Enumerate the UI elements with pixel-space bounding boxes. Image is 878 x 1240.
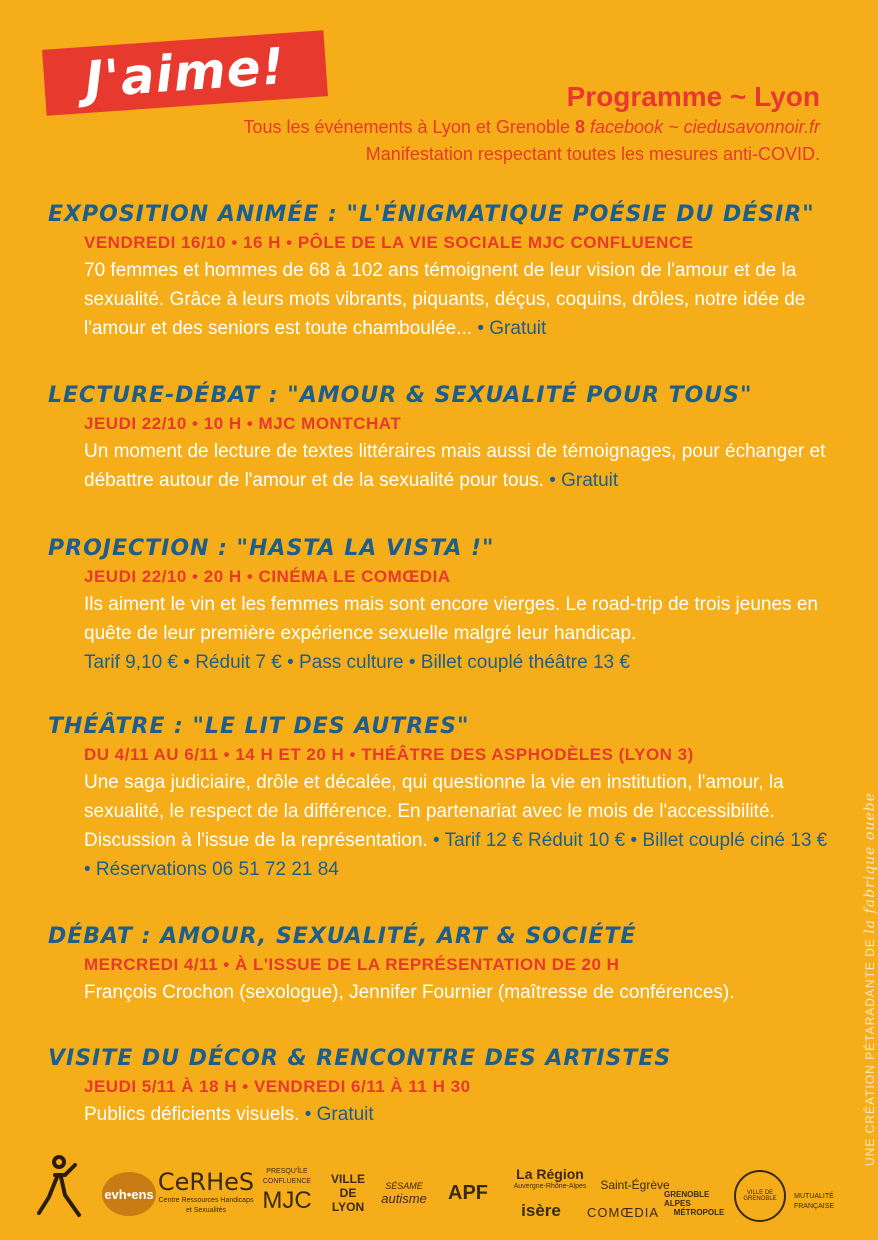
event-description <box>84 256 828 343</box>
event-info: JEUDI 22/10 • 20 H • CINÉMA LE COMŒDIA <box>84 567 451 586</box>
subtitle-prefix: Tous les événements à Lyon et Grenoble <box>243 117 570 137</box>
dancer-logo-icon <box>30 1160 90 1220</box>
la-region-label: La Région <box>516 1166 584 1182</box>
partner-apf <box>434 1168 502 1218</box>
event-price: Tarif 9,10 € • Réduit 7 € • Pass culture • Billet couplé théâtre 13 € <box>84 652 630 673</box>
partner-mjc <box>256 1158 318 1224</box>
partner-la-region <box>506 1162 594 1196</box>
event-description <box>84 590 828 677</box>
event-theatre <box>48 712 828 884</box>
logo-text: J'aime! <box>82 37 288 109</box>
side-credit <box>862 792 878 1166</box>
ville-de-lyon-label: VILLE DE LYON <box>330 1172 365 1214</box>
event-desc-text: Un moment de lecture de textes littéraires mais aussi de témoignages, pour échanger et débattre autour de l'amour et de la sexualité pour tous. <box>84 441 826 491</box>
program-title: Programme ~ Lyon <box>566 81 820 112</box>
evh-ens-badge: evh•ens <box>102 1172 156 1216</box>
partner-logos <box>30 1158 840 1228</box>
event-desc-text: François Crochon (sexologue), Jennifer Fournier (maîtresse de conférences). <box>84 982 735 1003</box>
event-price: • Gratuit <box>549 470 619 491</box>
event-projection <box>48 534 828 677</box>
event-debat <box>48 922 828 1007</box>
header <box>243 80 820 167</box>
ville-de-grenoble-seal: VILLE DE GRENOBLE <box>734 1170 786 1222</box>
partner-sesame <box>376 1164 432 1222</box>
event-title: LECTURE-DÉBAT : "AMOUR & SEXUALITÉ POUR TOUS" <box>48 383 753 408</box>
grenoble-alpes-label: GRENOBLE ALPES <box>664 1190 710 1208</box>
event-title: THÉÂTRE : "LE LIT DES AUTRES" <box>48 714 470 739</box>
event-title: PROJECTION : "HASTA LA VISTA !" <box>48 536 495 561</box>
mutualite-label: MUTUALITÉ FRANÇAISE <box>793 1193 835 1210</box>
event-desc-text: Une saga judiciaire, drôle et décalée, qui questionne la vie en institution, l'amour, la sexualité, le respect de la différence. En partenariat avec le mois de l'accessibilité. Discussion à l'issue de la représentation. <box>84 772 784 851</box>
mjc-label: MJC <box>262 1187 312 1214</box>
facebook-link[interactable]: facebook ~ ciedusavonnoir.fr <box>590 117 820 137</box>
event-info: DU 4/11 AU 6/11 • 14 H ET 20 H • THÉÂTRE DES ASPHODÈLES (LYON 3) <box>84 745 694 764</box>
event-title: DÉBAT : AMOUR, SEXUALITÉ, ART & SOCIÉTÉ <box>48 924 637 949</box>
event-price: • Gratuit <box>304 1104 374 1125</box>
credit-text: UNE CRÉATION PÉTARADANTE DE <box>863 938 877 1166</box>
event-desc-text: Publics déficients visuels. <box>84 1104 300 1125</box>
partner-evh-ens <box>100 1170 158 1218</box>
event-description <box>84 437 828 495</box>
comoedia-label: COMŒDIA <box>587 1204 659 1220</box>
event-info: JEUDI 22/10 • 10 H • MJC MONTCHAT <box>84 414 402 433</box>
separator-glyph: 8 <box>574 117 585 137</box>
sesame-label: autisme <box>381 1190 427 1206</box>
partner-cerhes <box>158 1162 254 1222</box>
header-subtitle <box>243 114 820 141</box>
grenoble-alpes-sub: MÉTROPOLE <box>673 1208 725 1217</box>
event-description <box>84 1100 828 1129</box>
event-lecture-debat <box>48 381 828 495</box>
cerhes-sub: Centre Ressources Handicaps et Sexualités <box>158 1197 254 1214</box>
la-region-sub: Auvergne-Rhône-Alpes <box>513 1183 587 1190</box>
event-exposition <box>48 200 828 343</box>
partner-ville-de-grenoble <box>734 1170 786 1222</box>
isere-label: isère <box>521 1201 561 1220</box>
credit-brand: la fabrique ouebe <box>862 792 878 934</box>
event-desc-text: Ils aiment le vin et les femmes mais sont encore vierges. Le road-trip de trois jeunes en quête de leur première expérience sexuelle malgré leur handicap. <box>84 594 818 644</box>
saint-egreve-label: Saint-Égrève <box>600 1178 670 1192</box>
event-description <box>84 768 828 884</box>
partner-ville-de-lyon <box>322 1162 374 1224</box>
covid-note: Manifestation respectant toutes les mesures anti-COVID. <box>365 144 820 164</box>
mjc-sub: PRESQU'ÎLE CONFLUENCE <box>262 1168 312 1185</box>
event-info: JEUDI 5/11 À 18 H • VENDREDI 6/11 À 11 H 30 <box>84 1077 471 1096</box>
event-info: VENDREDI 16/10 • 16 H • PÔLE DE LA VIE SOCIALE MJC CONFLUENCE <box>84 233 694 252</box>
event-visite <box>48 1044 828 1129</box>
sesame-sub: SÉSAME <box>385 1180 423 1191</box>
partner-comoedia <box>580 1200 666 1224</box>
event-price: • Tarif 12 € Réduit 10 € • Billet couplé ciné 13 € • Réservations 06 51 72 21 84 <box>84 830 828 880</box>
partner-mutualite <box>786 1180 842 1224</box>
event-desc-text: 70 femmes et hommes de 68 à 102 ans témoignent de leur vision de l'amour et de la sexualité. Grâce à leurs mots vibrants, piquants, déçus, coquins, drôles, notre idée de l'amour et des seniors est toute chamboulée... <box>84 260 806 339</box>
event-title: VISITE DU DÉCOR & RENCONTRE DES ARTISTES <box>48 1046 672 1071</box>
partner-grenoble-alpes <box>664 1186 734 1222</box>
event-price: • Gratuit <box>477 318 547 339</box>
partner-isere <box>508 1198 574 1224</box>
apf-label: APF <box>448 1181 488 1204</box>
event-description <box>84 978 828 1007</box>
partner-saint-egreve <box>596 1170 674 1200</box>
cerhes-label: CeRHeS <box>157 1168 255 1196</box>
event-info: MERCREDI 4/11 • À L'ISSUE DE LA REPRÉSENTATION DE 20 H <box>84 955 620 974</box>
event-title: EXPOSITION ANIMÉE : "L'ÉNIGMATIQUE POÉSIE DU DÉSIR" <box>48 202 815 227</box>
